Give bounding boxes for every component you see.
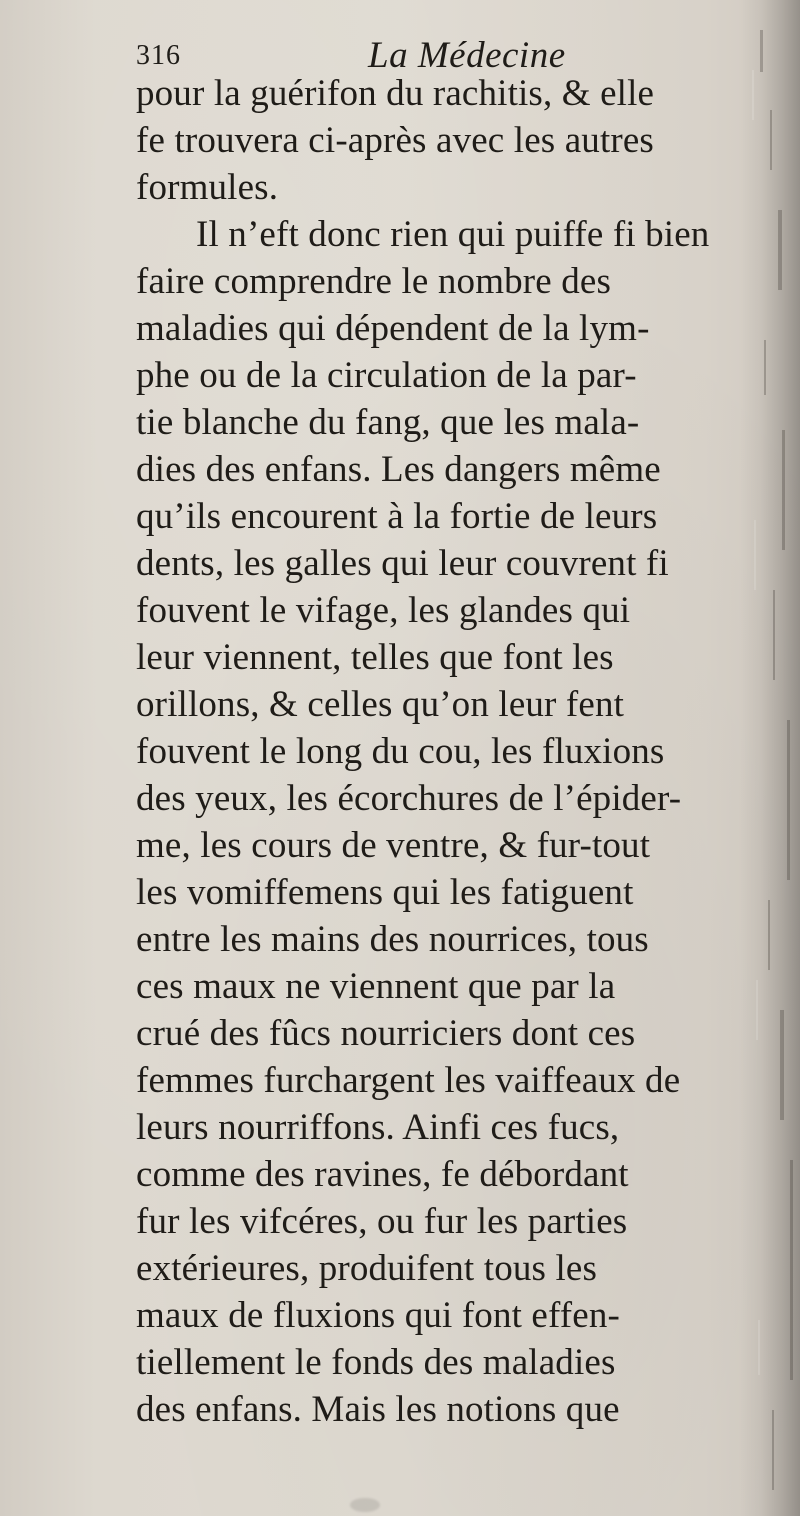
text-line: les vomiffemens qui les fatiguent — [136, 872, 634, 913]
text-line: crué des fûcs nourriciers dont ces — [136, 1013, 636, 1054]
text-line: tiellement le fonds des maladies — [136, 1342, 616, 1383]
text-line: fouvent le vifage, les glandes qui — [136, 590, 631, 631]
text-line: ces maux ne viennent que par la — [136, 966, 616, 1007]
text-line: entre les mains des nourrices, tous — [136, 919, 649, 960]
text-line: Il n’eft donc rien qui puiffe fi bien — [196, 214, 710, 255]
text-line: maux de fluxions qui font effen- — [136, 1295, 620, 1336]
text-line: comme des ravines, fe débordant — [136, 1154, 629, 1195]
text-line: leurs nourriffons. Ainfi ces fucs, — [136, 1107, 620, 1148]
text-line: phe ou de la circulation de la par- — [136, 355, 637, 396]
text-line: qu’ils encourent à la fortie de leurs — [136, 496, 658, 537]
page-number: 316 — [136, 40, 181, 71]
ink-smudge — [350, 1498, 380, 1512]
body-text — [136, 70, 786, 1433]
text-line: maladies qui dépendent de la lym- — [136, 308, 650, 349]
text-line: me, les cours de ventre, & fur-tout — [136, 825, 651, 866]
text-line: des enfans. Mais les notions que — [136, 1389, 620, 1430]
text-line: leur viennent, telles que font les — [136, 637, 614, 678]
text-line: extérieures, produifent tous les — [136, 1248, 597, 1289]
text-line: des yeux, les écorchures de l’épider- — [136, 778, 682, 819]
text-line: fe trouvera ci-après avec les autres — [136, 120, 654, 161]
text-line: dents, les galles qui leur couvrent fi — [136, 543, 669, 584]
running-head: La Médecine — [368, 35, 566, 76]
text-line: fouvent le long du cou, les fluxions — [136, 731, 665, 772]
text-line: femmes furchargent les vaiffeaux de — [136, 1060, 681, 1101]
text-line: pour la guérifon du rachitis, & elle — [136, 73, 655, 114]
text-line: faire comprendre le nombre des — [136, 261, 612, 302]
text-line: fur les vifcéres, ou fur les parties — [136, 1201, 628, 1242]
text-line: tie blanche du fang, que les mala- — [136, 402, 640, 443]
text-line: formules. — [136, 167, 279, 208]
text-line: orillons, & celles qu’on leur fent — [136, 684, 625, 725]
text-line: dies des enfans. Les dangers même — [136, 449, 661, 490]
